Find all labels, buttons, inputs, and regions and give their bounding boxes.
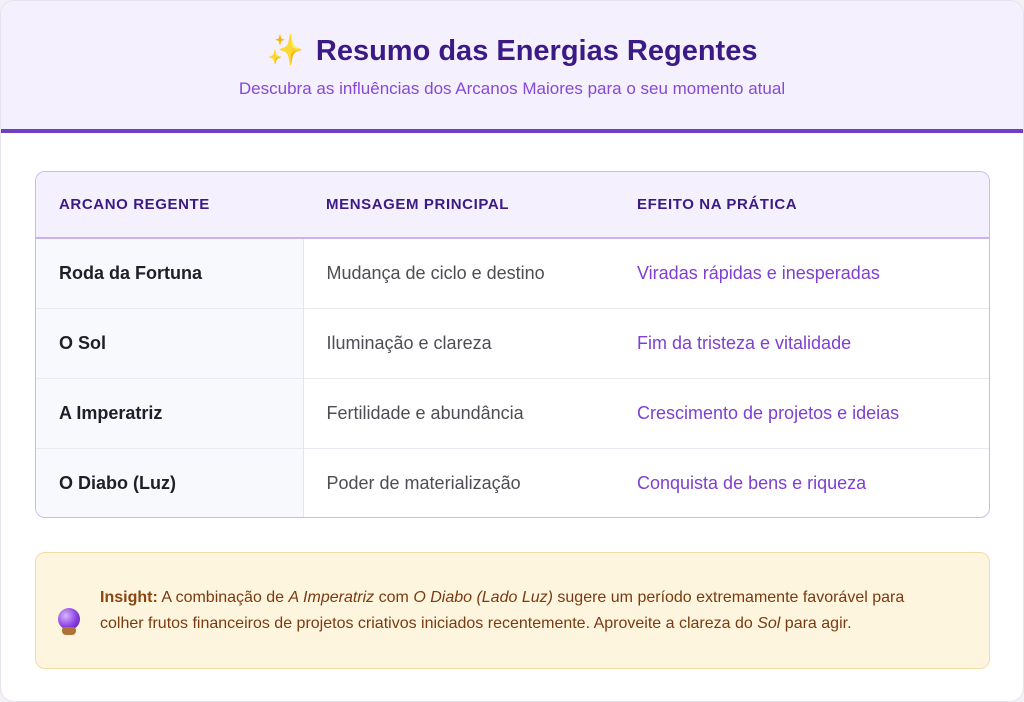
crystal-ball-icon	[58, 608, 80, 636]
arcano-cell: O Diabo (Luz)	[36, 448, 303, 518]
efeito-cell: Crescimento de projetos e ideias	[614, 378, 989, 448]
mensagem-cell: Fertilidade e abundância	[303, 378, 614, 448]
header	[1, 1, 1023, 133]
page-subtitle: Descubra as influências dos Arcanos Maiores para o seu momento atual	[238, 79, 786, 98]
table-row	[36, 378, 989, 448]
arcano-cell: A Imperatriz	[36, 378, 303, 448]
mensagem-cell: Poder de materialização	[303, 448, 614, 518]
table-header-row	[36, 172, 989, 238]
efeito-cell: Viradas rápidas e inesperadas	[637, 262, 880, 283]
column-header-mensagem: MENSAGEM PRINCIPAL	[303, 172, 614, 238]
table-row	[36, 238, 989, 308]
table-row	[36, 308, 989, 378]
table-row	[36, 448, 989, 518]
insight-emphasis: A Imperatriz	[288, 588, 375, 606]
insight-text: Insight: A combinação de A Imperatriz com O Diabo (Lado Luz) sugere um período extremamente favorável para colher frutos financeiros de projetos criativos iniciados recentemente. Aproveite a clareza do Sol para agir.	[100, 588, 905, 632]
mensagem-cell: Mudança de ciclo e destino	[326, 262, 545, 283]
insight-emphasis: O Diabo (Lado Luz)	[413, 588, 553, 606]
arcano-cell: Roda da Fortuna	[36, 238, 303, 308]
page-title-text: Resumo das Energias Regentes	[315, 35, 758, 67]
insight-label: Insight:	[100, 588, 158, 606]
page-title	[267, 31, 758, 71]
efeito-cell: Fim da tristeza e vitalidade	[614, 308, 989, 378]
column-header-arcano: ARCANO REGENTE	[36, 172, 303, 238]
column-header-efeito: EFEITO NA PRÁTICA	[614, 172, 989, 238]
insight-box	[35, 552, 990, 669]
sparkles-icon: ✨	[266, 34, 304, 67]
efeito-cell: Conquista de bens e riqueza	[614, 448, 989, 518]
insight-emphasis: Sol	[757, 614, 781, 632]
arcana-table	[35, 171, 990, 518]
mensagem-cell: Iluminação e clareza	[303, 308, 614, 378]
arcano-cell: O Sol	[36, 308, 303, 378]
